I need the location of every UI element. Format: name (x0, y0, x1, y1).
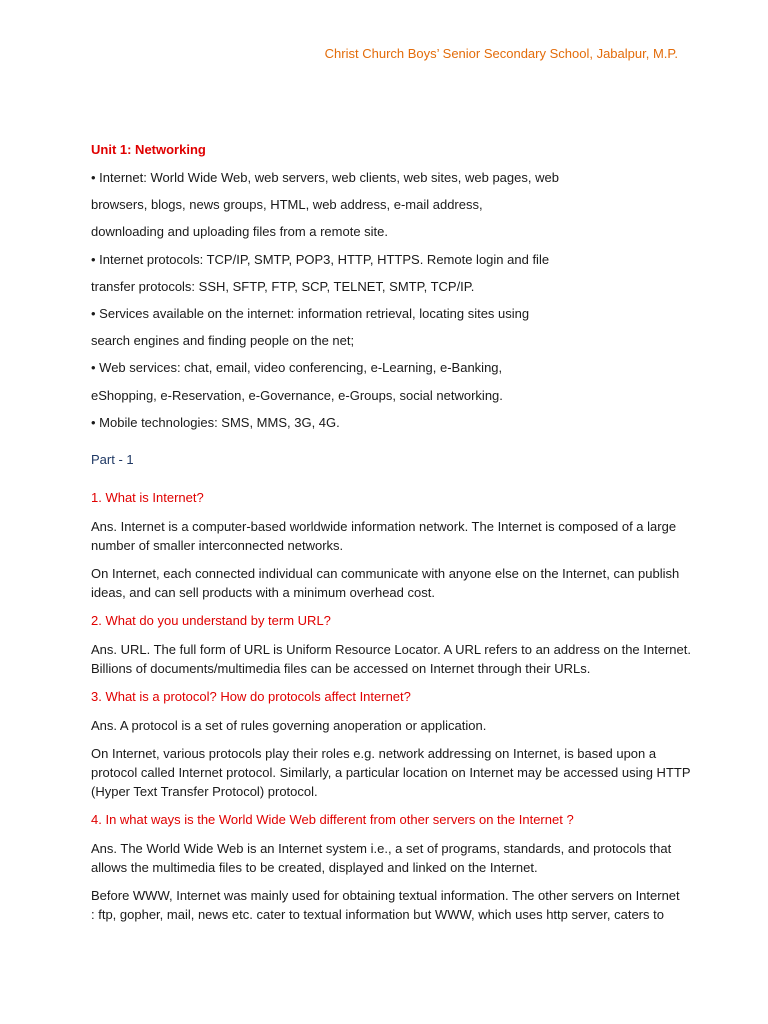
question-heading: 2. What do you understand by term URL? (91, 613, 331, 628)
syllabus-line: • Services available on the internet: information retrieval, locating sites using (91, 306, 530, 322)
answer-paragraph (91, 744, 691, 801)
answer-line: : ftp, gopher, mail, news etc. cater to textual information but WWW, which uses http server, caters to (91, 907, 664, 922)
answer-paragraph (91, 839, 691, 877)
question-heading: 3. What is a protocol? How do protocols affect Internet? (91, 689, 411, 704)
answer-line: protocol called Internet protocol. Similarly, a particular location on Internet may be accessed using HTTP (91, 765, 691, 780)
answer-paragraph (91, 564, 691, 602)
question-heading: 4. In what ways is the World Wide Web different from other servers on the Internet ? (91, 812, 574, 827)
answer-line: Ans. Internet is a computer-based worldwide information network. The Internet is composed of a large (91, 519, 677, 534)
answer-line: Ans. URL. The full form of URL is Uniform Resource Locator. A URL refers to an address on the Internet. (91, 642, 691, 657)
syllabus-line: downloading and uploading files from a remote site. (91, 224, 389, 240)
answer-line: On Internet, various protocols play their roles e.g. network addressing on Internet, is based upon a (91, 746, 657, 761)
syllabus-line: search engines and finding people on the net; (91, 333, 355, 349)
question-answer-section (91, 488, 691, 933)
syllabus-line: • Web services: chat, email, video conferencing, e-Learning, e-Banking, (91, 360, 503, 376)
answer-line: Ans. The World Wide Web is an Internet system i.e., a set of programs, standards, and protocols that (91, 841, 672, 856)
unit-title: Unit 1: Networking (91, 142, 206, 157)
syllabus-line: eShopping, e-Reservation, e-Governance, e-Groups, social networking. (91, 387, 503, 403)
answer-line: Billions of documents/multimedia files can be accessed on Internet through their URLs. (91, 661, 591, 676)
question-heading: 1. What is Internet? (91, 490, 204, 505)
answer-line: ideas, and can sell products with a minimum overhead cost. (91, 585, 435, 600)
answer-paragraph (91, 517, 691, 555)
answer-line: Before WWW, Internet was mainly used for obtaining textual information. The other servers on Internet (91, 888, 680, 903)
answer-line: allows the multimedia files to be created, displayed and linked on the Internet. (91, 860, 538, 875)
syllabus-list (91, 164, 691, 436)
syllabus-line: transfer protocols: SSH, SFTP, FTP, SCP, TELNET, SMTP, TCP/IP. (91, 278, 475, 294)
syllabus-line: • Internet: World Wide Web, web servers, web clients, web sites, web pages, web (91, 170, 559, 185)
part-title: Part - 1 (91, 452, 134, 467)
answer-paragraph (91, 640, 691, 678)
answer-paragraph (91, 716, 691, 735)
syllabus-line: • Internet protocols: TCP/IP, SMTP, POP3, HTTP, HTTPS. Remote login and file (91, 251, 550, 267)
answer-line: On Internet, each connected individual can communicate with anyone else on the Internet, can publish (91, 566, 680, 581)
page-header-school-name: Christ Church Boys’ Senior Secondary School, Jabalpur, M.P. (324, 46, 678, 61)
answer-line: number of smaller interconnected networks. (91, 538, 344, 553)
answer-paragraph (91, 886, 691, 924)
answer-line: Ans. A protocol is a set of rules governing anoperation or application. (91, 718, 487, 733)
syllabus-line: browsers, blogs, news groups, HTML, web address, e-mail address, (91, 197, 483, 213)
answer-line: (Hyper Text Transfer Protocol) protocol. (91, 784, 318, 799)
syllabus-line: • Mobile technologies: SMS, MMS, 3G, 4G. (91, 414, 340, 430)
